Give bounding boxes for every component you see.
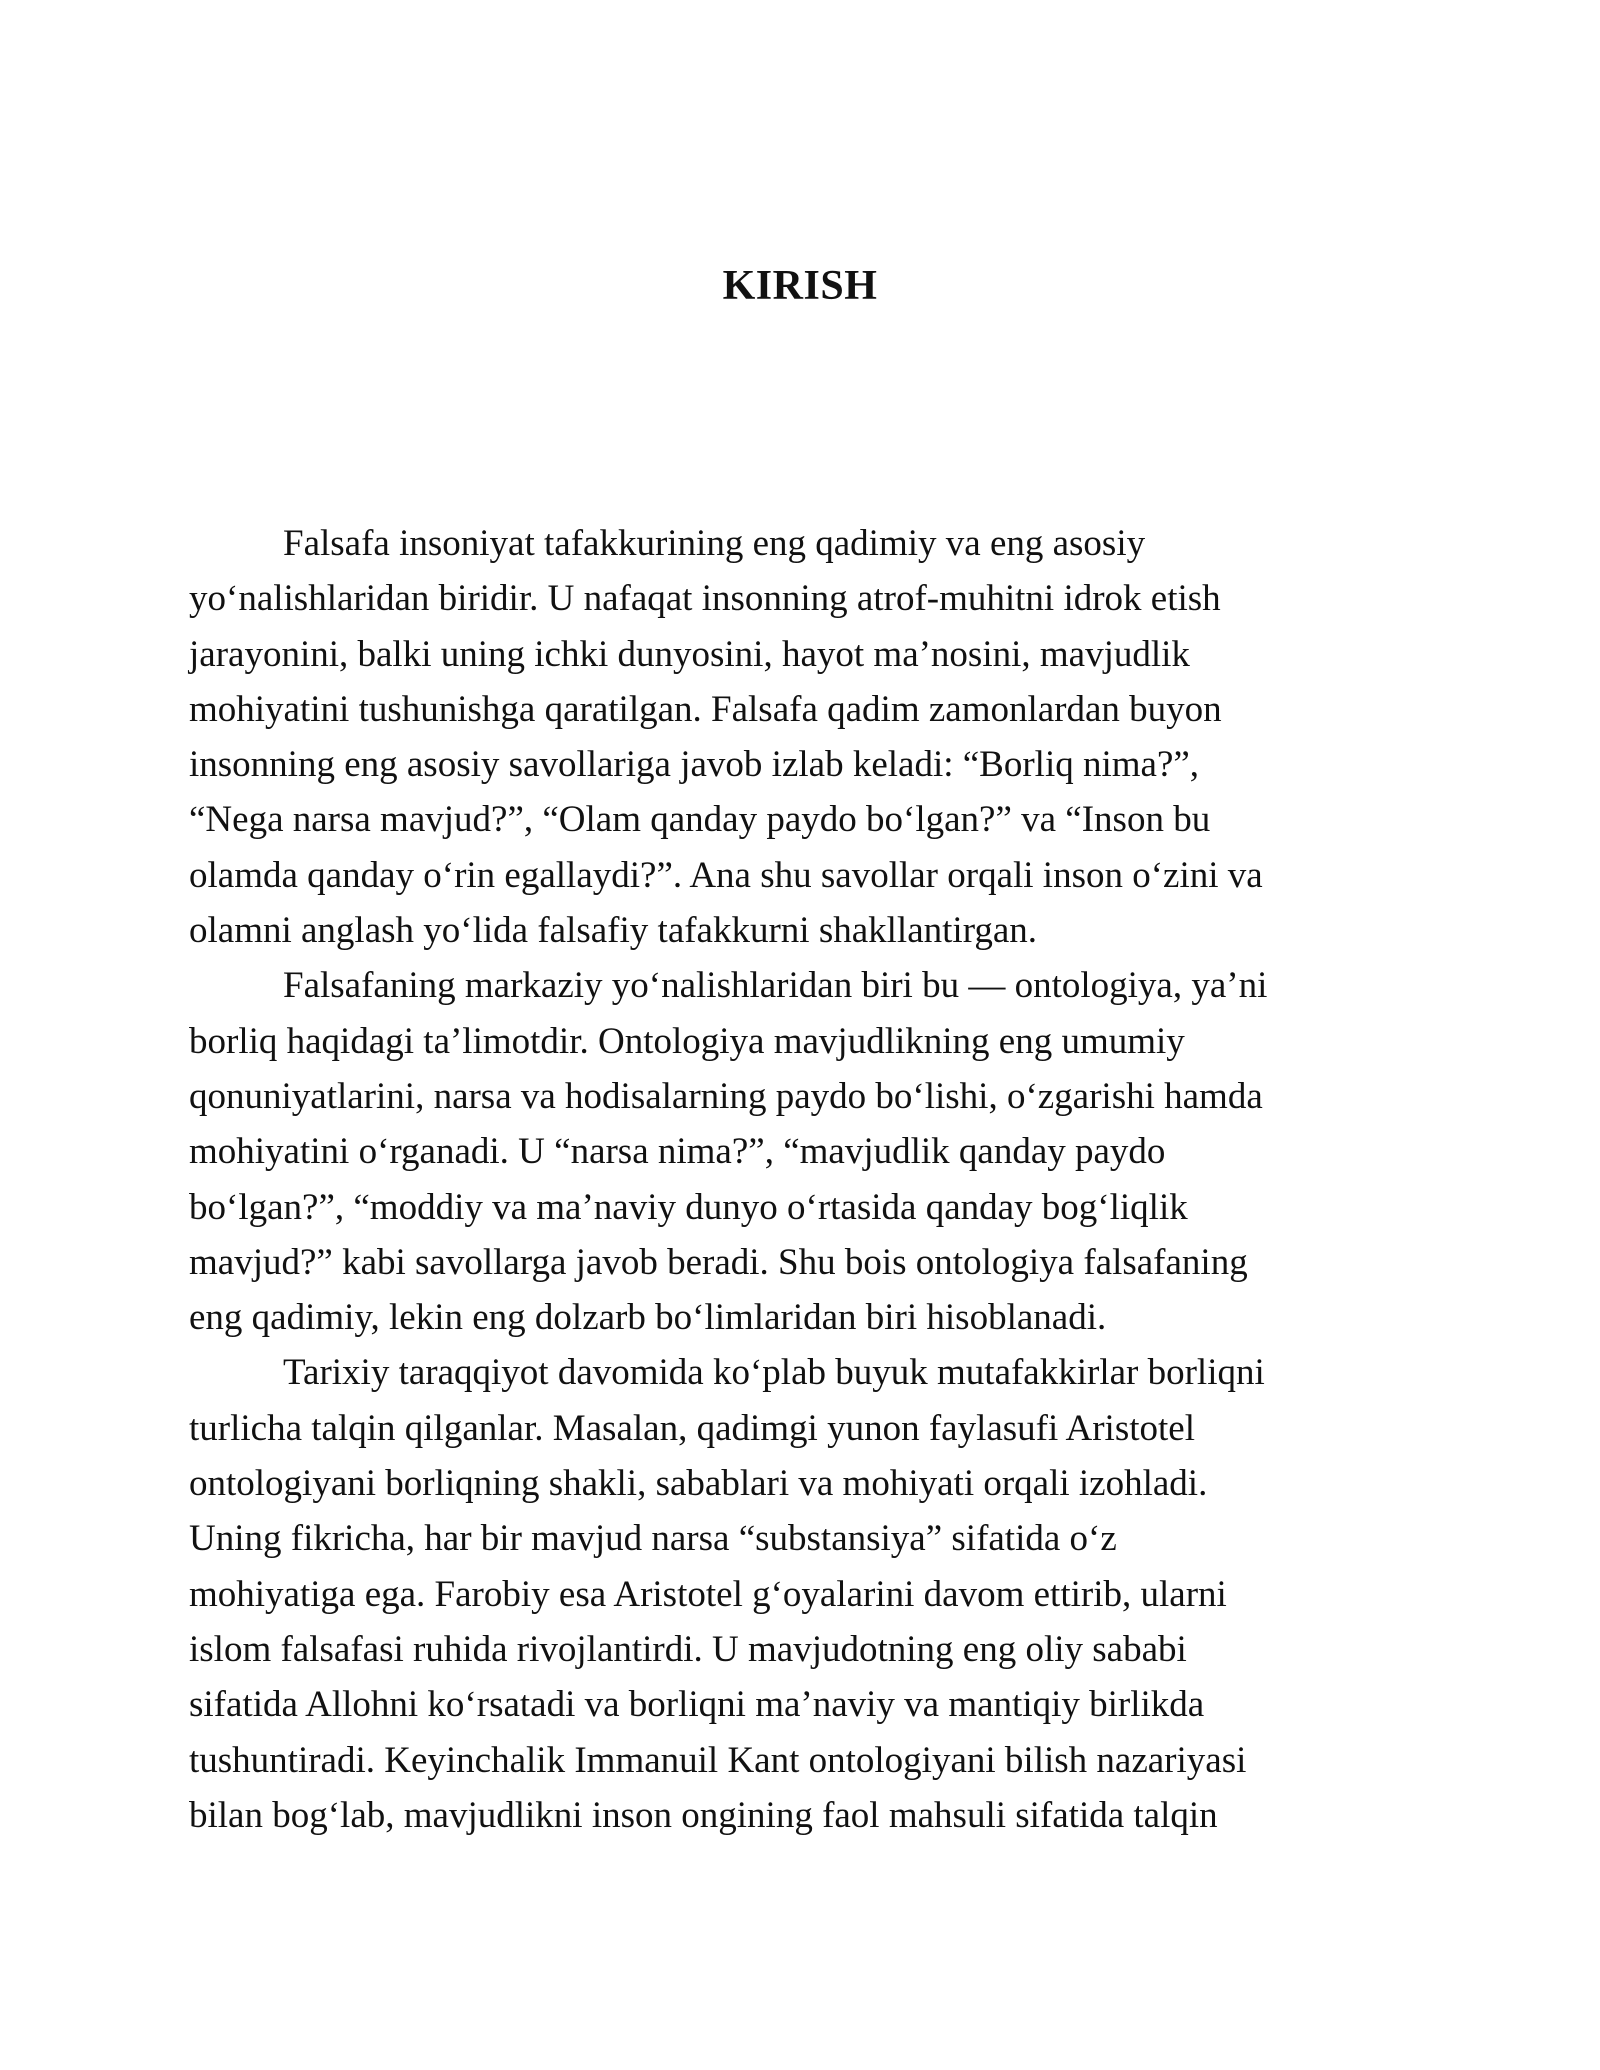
- page-title: KIRISH: [722, 263, 878, 309]
- paragraph-3: Tarixiy taraqqiyot davomida ko‘plab buyuk mutafakkirlar borliqni turlicha talqin qilganlar. Masalan, qadimgi yunon faylasufi Aristotel ontologiyani borliqning shakli, sabablari va mohiyati orqali izohladi. Uning fikricha, har bir mavjud narsa “substansiya” sifatida o‘z mohiyatiga ega. Farobiy esa Aristotel g‘oyalarini davom ettirib, ularni islom falsafasi ruhida rivojlantirdi. U mavjudotning eng oliy sababi sifatida Allohni ko‘rsatadi va borliqni ma’naviy va mantiqiy birlikda tushuntiradi. Keyinchalik Immanuil Kant ontologiyani bilish nazariyasi bilan bog‘lab, mavjudlikni inson ongining faol mahsuli sifatida talqin: [189, 1352, 1265, 1836]
- body-text: [189, 516, 1409, 1843]
- paragraph-1: Falsafa insoniyat tafakkurining eng qadimiy va eng asosiy yo‘nalishlaridan biridir. U nafaqat insonning atrof-muhitni idrok etish jarayonini, balki uning ichki dunyosini, hayot ma’nosini, mavjudlik mohiyatini tushunishga qaratilgan. Falsafa qadim zamonlardan buyon insonning eng asosiy savollariga javob izlab keladi: “Borliq nima?”, “Nega narsa mavjud?”, “Olam qanday paydo bo‘lgan?” va “Inson bu olamda qanday o‘rin egallaydi?”. Ana shu savollar orqali inson o‘zini va olamni anglash yo‘lida falsafiy tafakkurni shakllantirgan.: [189, 523, 1263, 952]
- paragraph-2: Falsafaning markaziy yo‘nalishlaridan biri bu — ontologiya, ya’ni borliq haqidagi ta’limotdir. Ontologiya mavjudlikning eng umumiy qonuniyatlarini, narsa va hodisalarning paydo bo‘lishi, o‘zgarishi hamda mohiyatini o‘rganadi. U “narsa nima?”, “mavjudlik qanday paydo bo‘lgan?”, “moddiy va ma’naviy dunyo o‘rtasida qanday bog‘liqlik mavjud?” kabi savollarga javob beradi. Shu bois ontologiya falsafaning eng qadimiy, lekin eng dolzarb bo‘limlaridan biri hisoblanadi.: [189, 965, 1268, 1339]
